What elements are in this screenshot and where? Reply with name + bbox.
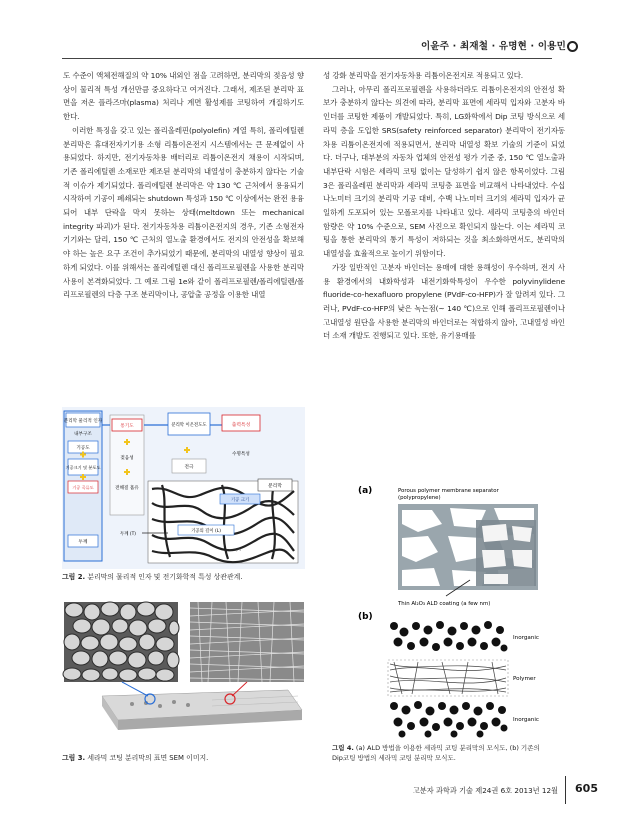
header-ring-icon <box>567 41 578 52</box>
left-column <box>63 69 304 302</box>
svg-text:τ = L / T: τ = L / T <box>226 548 242 552</box>
right-paragraph: 그러나, 아무리 폴리프로필렌을 사용하더라도 리튬이온전지의 안전성 확보가 충분하지 않다는 의견에 따라, 분리막 표면에 세라믹 입자와 고분자 바인더를 코팅한 제품이 개발되었다. 특히, LG화학에서 Dip 코팅 방식으로 세라믹 층을 도입한 SRS(safety reinforced separator) 분리막이 전기자동차용 리튬이온전지에 적용되면서, 분리막 내열성 확보 기술의 기준이 되었다. 더구나, 대부분의 자동차 업체의 안전성 평가 기준 중, 150 ℃ 열노출과 내부단락 시험은 세라믹 코팅 없이는 달성하기 쉽지 않은 항목이었다. 그림 3은 폴리올레핀 분리막과 세라믹 코팅층 표면을 비교해서 나타내었다. 수십 나노미터 크기의 분리막 기공 대비, 수백 나노미터 크기의 세라믹 입자가 균일하게 도포되어 있는 모폴로지를 나타내고 있다. 세라믹 코팅층의 바인더 함량은 약 10% 수준으로, SEM 사진으로 확인되지 않는다. 이는 세라믹 코팅을 통한 분리막의 통기 특성이 저하되는 것을 최소화하면서도, 분리막의 내열성을 효율적으로 높이기 위함이다. <box>323 84 565 259</box>
node-ionic-conductivity: 분리막 이온전도도 <box>171 423 207 428</box>
node-internal-structure: 내부구조 <box>74 432 92 437</box>
node-porosity: 기공도 <box>76 446 90 451</box>
figure-4-caption: 그림 4. (a) ALD 방법을 이용한 세라믹 코팅 분리막의 모식도, (b) 기존의 Dip코팅 방법의 세라믹 코팅 분리막 모식도. <box>332 744 540 762</box>
label-pore-length: 기공의 길이 (L) <box>191 529 221 534</box>
panel-b-label: (b) <box>358 612 373 622</box>
node-wettability: 젖음성 <box>120 456 134 461</box>
node-pore-size: 기공크기 및 분포도 <box>65 465 101 470</box>
figure-2-diagram <box>62 407 305 569</box>
label-pore-size: 기공 크기 <box>230 498 250 503</box>
panel-a-ald-label: Thin Al₂O₃ ALD coating (a few nm) <box>398 601 491 607</box>
figure-4-schematic <box>358 480 552 752</box>
layer-inorganic-bottom: Inorganic <box>513 717 539 723</box>
node-tortuosity: 기공 곡류도 <box>72 485 94 490</box>
figure-2-caption: 그림 2. 분리막의 물리적 인자 및 전기화학적 특성 상관관계. <box>62 573 243 581</box>
left-paragraph: 이러한 특징을 갖고 있는 폴리올레핀(polyolefin) 계열 특히, 폴리에틸렌 분리막은 휴대전자기기용 소형 리튬이온전지 시스템에서는 큰 문제없이 사용되었다. 하지만, 전기자동차용 배터리로 리튬이온전지 채용이 시작되며, 기존 폴리에틸렌 소재로만 제조된 분리막의 내열성이 충분하지 않다는 기술적 이슈가 제기되었다. 폴리에틸렌 분리막은 약 130 ℃ 근처에서 용융되기 시작하여 기공이 폐쇄되는 shutdown 특성과 150 ℃ 이상에서는 완전 용융되어 내부 단락을 막지 못하는 상태(meltdown 또는 mechanical integrity 파괴)가 된다. 전기자동차용 리튬이온전지의 경우, 기존 소형전자기기와는 달리, 150 ℃ 근처의 열노출 환경에서도 전지의 안전성을 확보해야 하는 높은 요구 조건이 추가되었기 때문에, 분리막의 내열성 향상이 필요하게 되었다. 이를 위해서는 폴리에틸렌 대신 폴리프로필렌을 사용한 분리막 사용이 본격화되었다. 그 예로 그림 1e와 같이 폴리프로필렌/폴리에틸렌/폴리프로필렌의 다층 구조 분리막이나, 공압출 공정을 이용한 내열 <box>63 125 304 300</box>
right-paragraph: 성 강화 분리막을 전기자동차용 리튬이온전지로 적용되고 있다. <box>323 71 524 80</box>
footer-divider <box>565 776 566 804</box>
journal-footer: 고분자 과학과 기술 제24권 6호 2013년 12월 <box>412 786 558 795</box>
node-thickness: 두께 <box>78 540 88 545</box>
layer-inorganic-top: Inorganic <box>513 635 539 641</box>
figure-3-caption: 그림 3. 세라믹 코팅 분리막의 표면 SEM 이미지. <box>62 754 209 762</box>
figure-3-sem <box>62 600 308 732</box>
node-cycle-life: 수명특성 <box>232 452 250 457</box>
node-electrolyte-uptake: 전해질 흡유 <box>115 486 139 491</box>
layer-polymer: Polymer <box>513 676 536 682</box>
page-number: 605 <box>575 782 598 795</box>
panel-a-title: Porous polymer membrane separator <box>398 488 499 494</box>
panel-a-label: (a) <box>358 486 373 496</box>
left-paragraph: 도 수준이 액체전해질의 약 10% 내외인 점을 고려하면, 분리막의 젖음성 향상이 물리적 특성 개선만큼 중요하다고 여겨진다. 그래서, 제조된 분리막 표면을 저온 플라즈마(plasma) 처리나 계면 활성제를 코팅하여 개질하기도 한다. <box>63 71 304 122</box>
header-rule <box>62 58 552 59</box>
label-thickness: 두께 (T) <box>120 532 136 537</box>
running-header <box>0 36 600 54</box>
node-air-permeability: 통기도 <box>120 424 134 429</box>
panel-a-subtitle: (polypropylene) <box>398 495 441 501</box>
right-paragraph: 가장 일반적인 고분자 바인더는 용매에 대한 용해성이 우수하며, 전지 사용 환경에서의 내화학성과 내전기화학특성이 우수한 polyvinylidene fluoride-co-hexafluoro propylene (PVdF-co-HFP)가 잘 알려져 있다. 그러나, PVdF-co-HFP의 낮은 녹는점(~ 140 ℃)으로 인해 폴리프로필렌이나 고내열성 원단을 사용한 분리막의 바인더로는 적합하지 않아, 고내열성 바인더 소재 개발도 진행되고 있다. 또한, 유기용매를 <box>323 262 565 341</box>
right-column <box>323 69 565 343</box>
header-authors: 이윤주 · 최재철 · 유명현 · 이용민 <box>421 41 566 52</box>
node-physical-factor: 분리막 물리적 인자 <box>63 419 103 424</box>
label-membrane: 분리막 <box>268 484 282 489</box>
node-power: 출력특성 <box>231 423 251 428</box>
node-electrode: 전극 <box>184 465 194 470</box>
